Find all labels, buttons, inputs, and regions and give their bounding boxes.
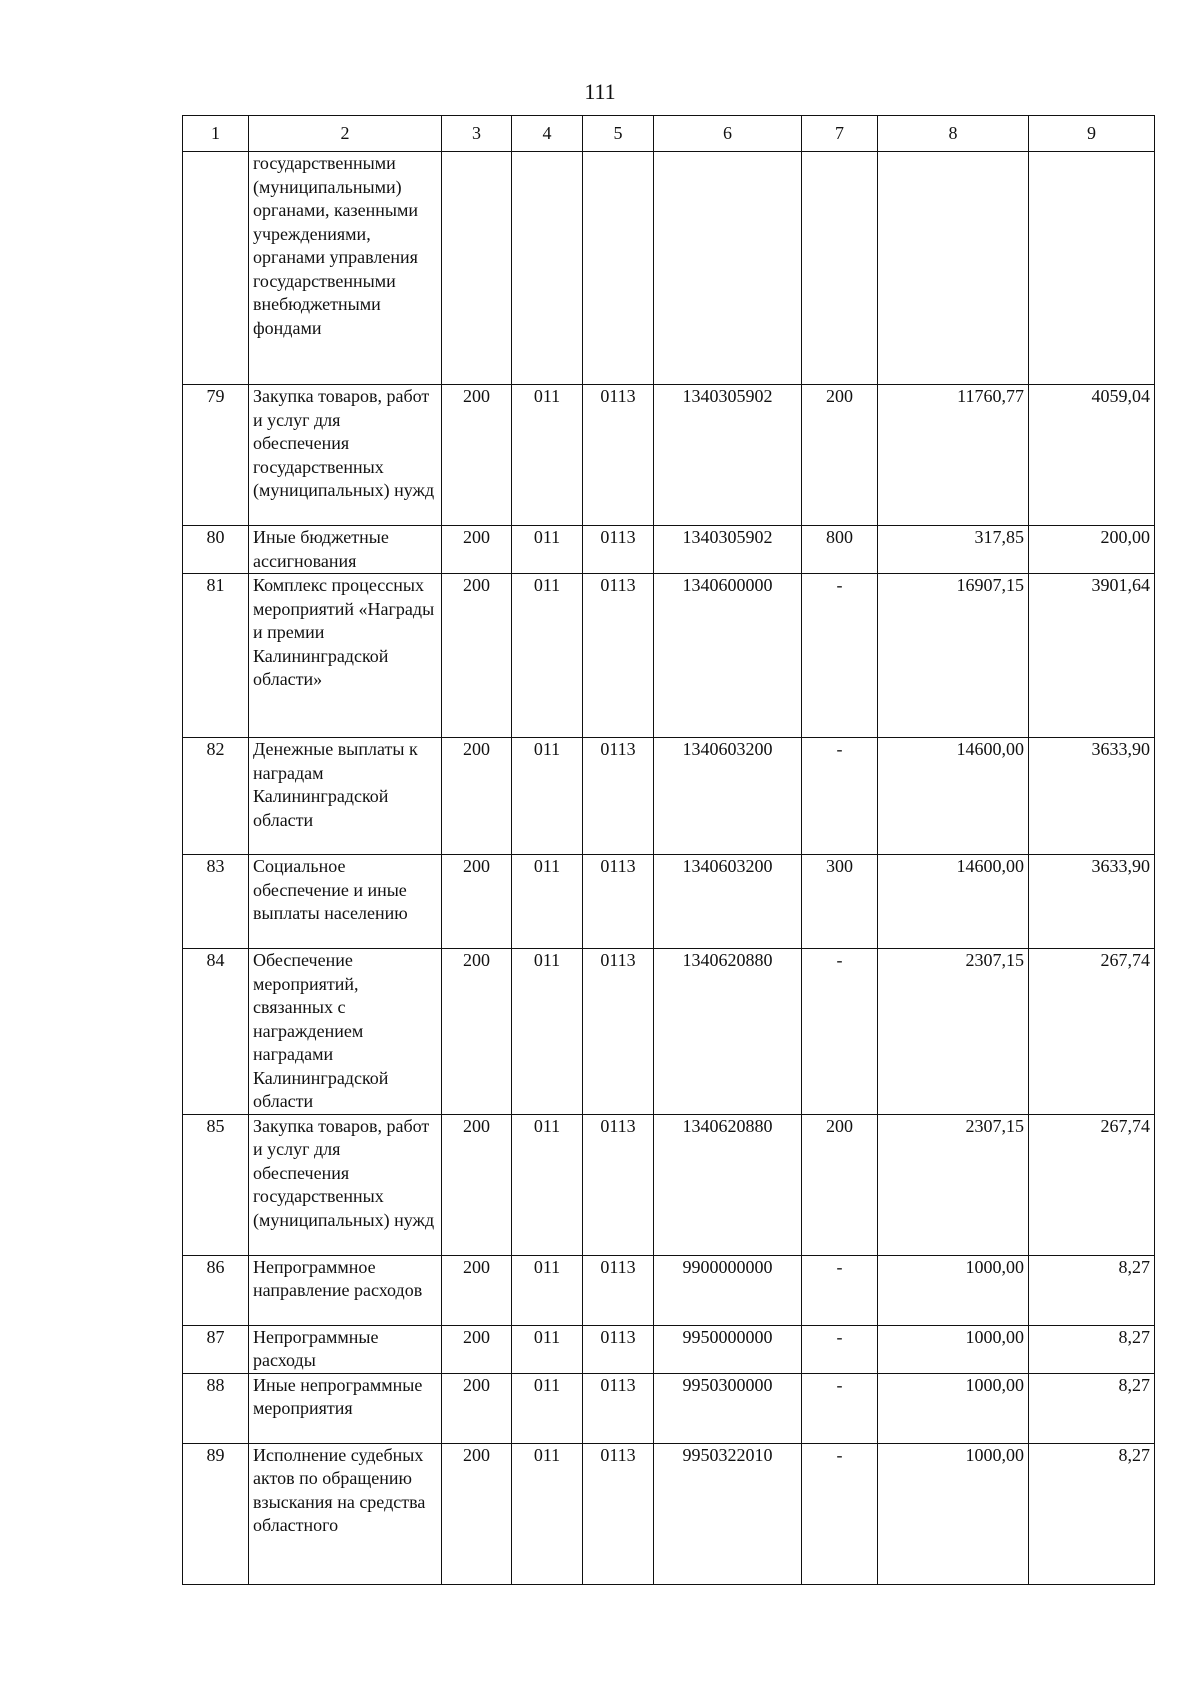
column-header-8: 8	[878, 116, 1029, 152]
code-cell: 011	[512, 1114, 583, 1255]
code-cell: -	[802, 1325, 878, 1373]
table-row	[183, 1255, 1155, 1325]
item-name-cell: Исполнение судебных актов по обращению взыскания на средства областного	[249, 1443, 442, 1584]
column-header-7: 7	[802, 116, 878, 152]
amount-cell: 267,74	[1029, 949, 1155, 1115]
code-cell: 1340620880	[654, 1114, 802, 1255]
amount-cell: 8,27	[1029, 1443, 1155, 1584]
amount-cell: 200,00	[1029, 526, 1155, 574]
code-cell: 011	[512, 526, 583, 574]
code-cell: 1340620880	[654, 949, 802, 1115]
code-cell: 1340600000	[654, 574, 802, 738]
column-header-4: 4	[512, 116, 583, 152]
code-cell: 1340305902	[654, 385, 802, 526]
code-cell: 0113	[583, 1443, 654, 1584]
code-cell: 200	[442, 1325, 512, 1373]
code-cell: -	[802, 738, 878, 855]
code-cell: 011	[512, 1373, 583, 1443]
item-name-cell: Непрограммные расходы	[249, 1325, 442, 1373]
row-number-cell	[183, 152, 249, 385]
code-cell: 0113	[583, 1373, 654, 1443]
code-cell: 9950300000	[654, 1373, 802, 1443]
code-cell: 9950000000	[654, 1325, 802, 1373]
table-header	[183, 116, 1155, 152]
code-cell: -	[802, 949, 878, 1115]
table-row	[183, 385, 1155, 526]
row-number-cell: 84	[183, 949, 249, 1115]
amount-cell: 16907,15	[878, 574, 1029, 738]
item-name-cell: государственными (муниципальными) органами, казенными учреждениями, органами управления государственными внебюджетными фондами	[249, 152, 442, 385]
code-cell: 0113	[583, 1325, 654, 1373]
page-number: 111	[584, 79, 616, 104]
column-header-3: 3	[442, 116, 512, 152]
code-cell: 200	[442, 1443, 512, 1584]
code-cell: 0113	[583, 574, 654, 738]
row-number-cell: 85	[183, 1114, 249, 1255]
column-header-2: 2	[249, 116, 442, 152]
code-cell: 200	[442, 574, 512, 738]
table-row	[183, 1114, 1155, 1255]
amount-cell: 317,85	[878, 526, 1029, 574]
table-row	[183, 855, 1155, 949]
amount-cell: 1000,00	[878, 1325, 1029, 1373]
amount-cell: 8,27	[1029, 1325, 1155, 1373]
code-cell: 0113	[583, 385, 654, 526]
code-cell: 200	[442, 385, 512, 526]
code-cell	[512, 152, 583, 385]
amount-cell: 14600,00	[878, 738, 1029, 855]
code-cell: 0113	[583, 949, 654, 1115]
amount-cell: 11760,77	[878, 385, 1029, 526]
code-cell: 200	[442, 738, 512, 855]
code-cell: 9900000000	[654, 1255, 802, 1325]
code-cell: -	[802, 1255, 878, 1325]
table-row	[183, 1373, 1155, 1443]
table-row	[183, 1325, 1155, 1373]
column-header-6: 6	[654, 116, 802, 152]
row-number-cell: 86	[183, 1255, 249, 1325]
code-cell	[583, 152, 654, 385]
code-cell: 011	[512, 1325, 583, 1373]
row-number-cell: 89	[183, 1443, 249, 1584]
code-cell: 011	[512, 574, 583, 738]
budget-table	[182, 115, 1155, 1585]
amount-cell	[878, 152, 1029, 385]
amount-cell: 2307,15	[878, 1114, 1029, 1255]
item-name-cell: Закупка товаров, работ и услуг для обеспечения государственных (муниципальных) нужд	[249, 1114, 442, 1255]
code-cell: 200	[442, 1114, 512, 1255]
amount-cell: 1000,00	[878, 1373, 1029, 1443]
amount-cell: 14600,00	[878, 855, 1029, 949]
code-cell: 1340603200	[654, 855, 802, 949]
table-row	[183, 738, 1155, 855]
amount-cell: 3633,90	[1029, 855, 1155, 949]
code-cell: -	[802, 1373, 878, 1443]
table-body	[183, 152, 1155, 1585]
amount-cell: 4059,04	[1029, 385, 1155, 526]
amount-cell: 8,27	[1029, 1373, 1155, 1443]
code-cell: 200	[442, 949, 512, 1115]
code-cell: 011	[512, 385, 583, 526]
amount-cell: 267,74	[1029, 1114, 1155, 1255]
row-number-cell: 83	[183, 855, 249, 949]
table-row	[183, 1443, 1155, 1584]
column-header-1: 1	[183, 116, 249, 152]
code-cell: 200	[802, 1114, 878, 1255]
code-cell: 800	[802, 526, 878, 574]
code-cell: 1340305902	[654, 526, 802, 574]
header-row	[183, 116, 1155, 152]
amount-cell: 1000,00	[878, 1255, 1029, 1325]
code-cell: 200	[442, 855, 512, 949]
code-cell: 011	[512, 738, 583, 855]
code-cell: 200	[442, 1373, 512, 1443]
item-name-cell: Закупка товаров, работ и услуг для обеспечения государственных (муниципальных) нужд	[249, 385, 442, 526]
code-cell: 011	[512, 949, 583, 1115]
code-cell: -	[802, 1443, 878, 1584]
item-name-cell: Денежные выплаты к наградам Калининградской области	[249, 738, 442, 855]
row-number-cell: 88	[183, 1373, 249, 1443]
item-name-cell: Непрограммное направление расходов	[249, 1255, 442, 1325]
code-cell: 200	[442, 526, 512, 574]
code-cell: 011	[512, 855, 583, 949]
code-cell: 011	[512, 1443, 583, 1584]
amount-cell: 3901,64	[1029, 574, 1155, 738]
code-cell	[654, 152, 802, 385]
row-number-cell: 80	[183, 526, 249, 574]
code-cell: 0113	[583, 1114, 654, 1255]
table-row	[183, 152, 1155, 385]
item-name-cell: Иные непрограммные мероприятия	[249, 1373, 442, 1443]
code-cell: 200	[802, 385, 878, 526]
code-cell: -	[802, 574, 878, 738]
code-cell: 300	[802, 855, 878, 949]
amount-cell: 1000,00	[878, 1443, 1029, 1584]
code-cell: 011	[512, 1255, 583, 1325]
amount-cell: 8,27	[1029, 1255, 1155, 1325]
item-name-cell: Социальное обеспечение и иные выплаты населению	[249, 855, 442, 949]
item-name-cell: Комплекс процессных мероприятий «Награды и премии Калининградской области»	[249, 574, 442, 738]
table-row	[183, 574, 1155, 738]
column-header-9: 9	[1029, 116, 1155, 152]
amount-cell: 3633,90	[1029, 738, 1155, 855]
code-cell: 1340603200	[654, 738, 802, 855]
amount-cell	[1029, 152, 1155, 385]
code-cell: 0113	[583, 738, 654, 855]
row-number-cell: 81	[183, 574, 249, 738]
code-cell: 200	[442, 1255, 512, 1325]
code-cell: 0113	[583, 526, 654, 574]
code-cell: 9950322010	[654, 1443, 802, 1584]
table-row	[183, 526, 1155, 574]
code-cell: 0113	[583, 1255, 654, 1325]
code-cell: 0113	[583, 855, 654, 949]
row-number-cell: 79	[183, 385, 249, 526]
item-name-cell: Иные бюджетные ассигнования	[249, 526, 442, 574]
code-cell	[802, 152, 878, 385]
column-header-5: 5	[583, 116, 654, 152]
row-number-cell: 87	[183, 1325, 249, 1373]
table-row	[183, 949, 1155, 1115]
row-number-cell: 82	[183, 738, 249, 855]
item-name-cell: Обеспечение мероприятий, связанных с награждением наградами Калининградской области	[249, 949, 442, 1115]
code-cell	[442, 152, 512, 385]
amount-cell: 2307,15	[878, 949, 1029, 1115]
